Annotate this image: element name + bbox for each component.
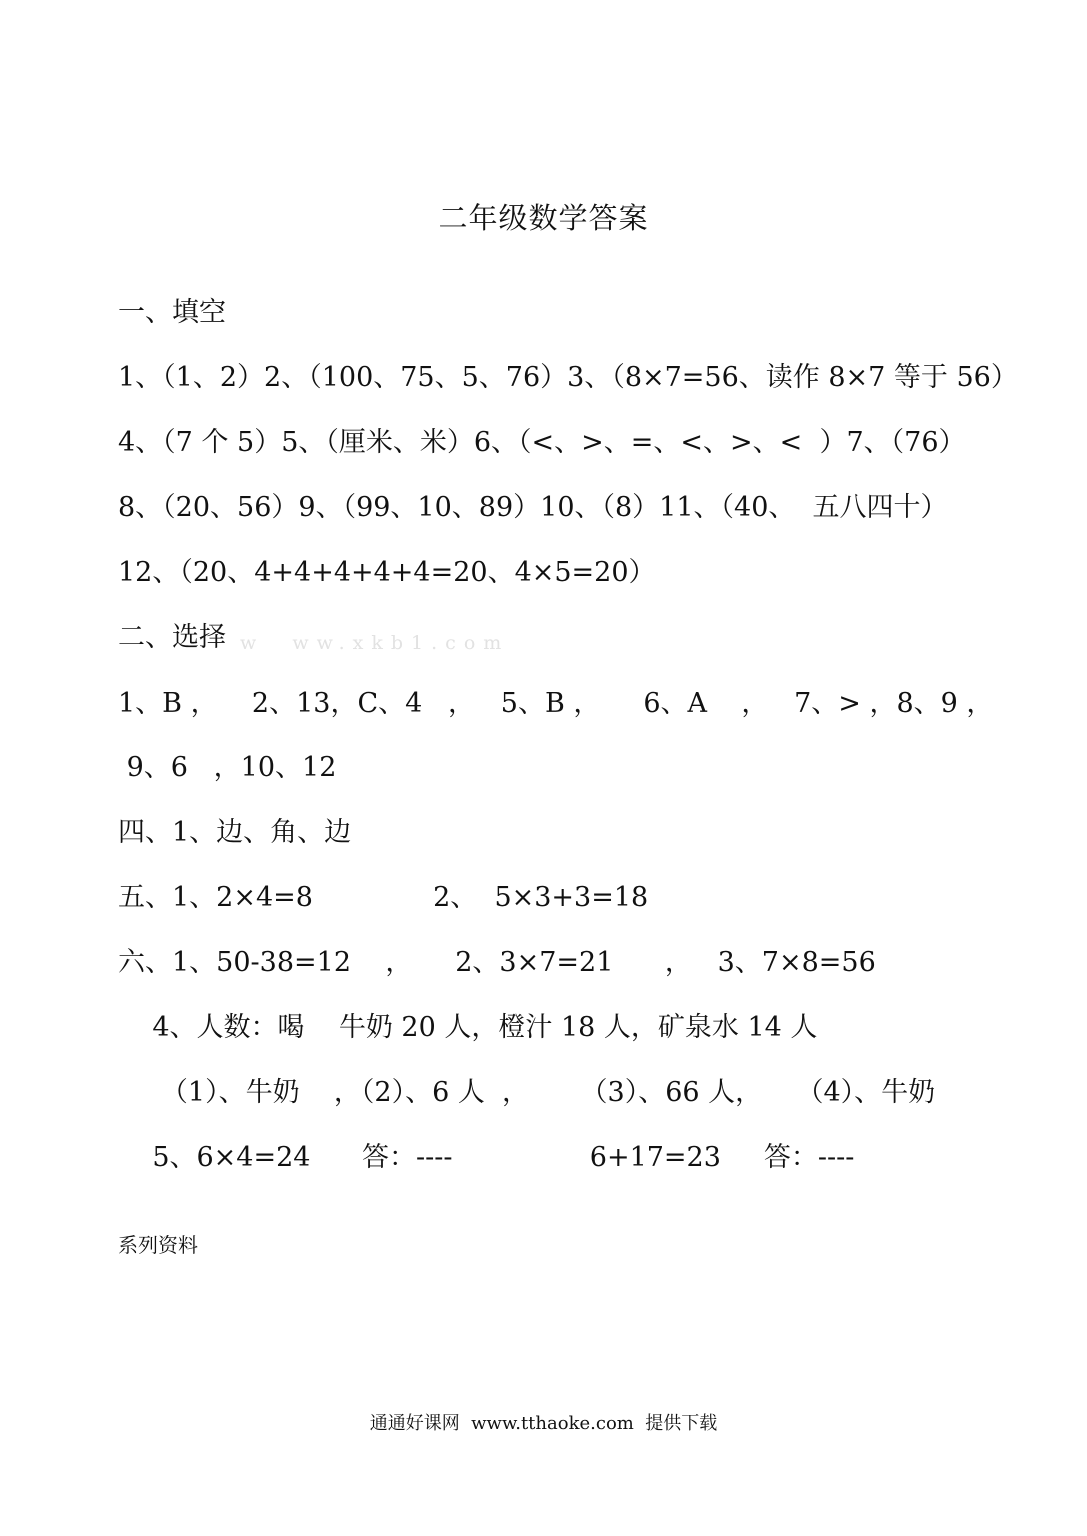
series-label: 系列资料 bbox=[118, 1233, 198, 1257]
page-title: 二年级数学答案 bbox=[438, 201, 649, 235]
section-heading-choice: 二、选择 bbox=[118, 622, 226, 653]
answer-line-section-5: 五、1、2×4=8 2、 5×3+3=18 bbox=[118, 882, 649, 913]
answer-line-section-6-q4: 4、人数：喝 牛奶 20 人，橙汁 18 人，矿泉水 14 人 bbox=[118, 1012, 818, 1043]
section-heading-fill-blank: 一、填空 bbox=[118, 297, 226, 328]
watermark-text: w ww.xkb1.com bbox=[240, 632, 510, 654]
answer-line-section-6: 六、1、50-38=12 ， 2、3×7=21 ， 3、7×8=56 bbox=[118, 947, 876, 978]
footer-source-text: 通通好课网 www.tthaoke.com 提供下载 bbox=[369, 1413, 718, 1434]
answer-line-section-4: 四、1、边、角、边 bbox=[118, 817, 352, 848]
answer-line-3: 8、（20、56）9、（99、10、89）10、（8）11、（40、 五八四十） bbox=[118, 492, 948, 523]
answer-line-section-6-q5: 5、6×4=24 答：---- 6+17=23 答：---- bbox=[118, 1142, 855, 1173]
answer-line-4: 12、（20、4+4+4+4+4=20、4×5=20） bbox=[118, 557, 656, 588]
answer-line-1: 1、（1、2）2、（100、75、5、76）3、（8×7=56、读作 8×7 等于 56） bbox=[118, 362, 1018, 393]
answer-line-2: 4、（7 个 5）5、（厘米、米）6、（<、>、=、<、>、< ）7、（76） bbox=[118, 427, 966, 458]
answer-line-choice-2: 9、6 ，10、12 bbox=[118, 752, 337, 783]
answer-line-section-6-q4-parts: （1）、牛奶 ，（2）、6 人 ， （3）、66 人， （4）、牛奶 bbox=[118, 1077, 936, 1108]
answer-line-choice-1: 1、B ， 2、13，C、4 ， 5、B ， 6、A ， 7、> ，8、9 ， bbox=[118, 688, 994, 719]
